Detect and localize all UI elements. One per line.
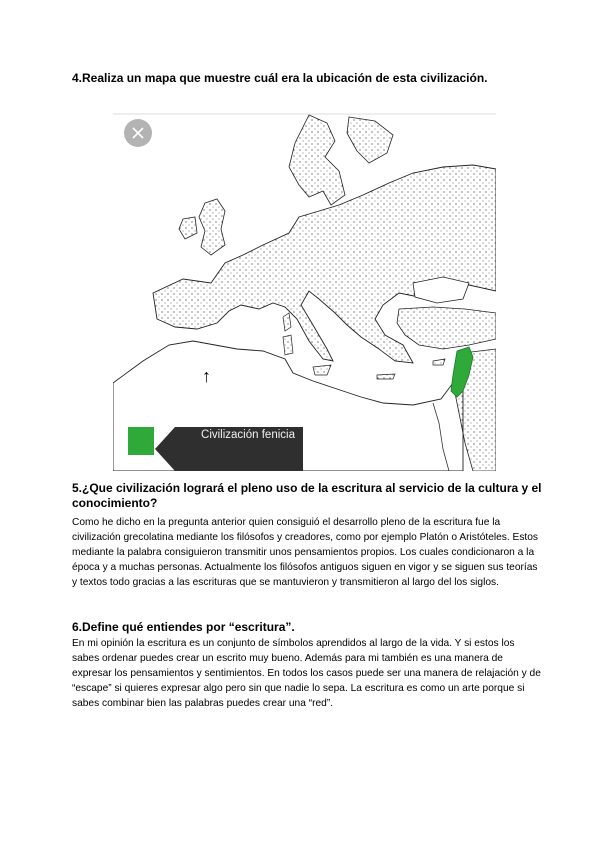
legend-color-swatch bbox=[128, 427, 154, 455]
britain-land bbox=[199, 199, 225, 255]
close-icon bbox=[132, 127, 144, 139]
question-6-title: 6.Define qué entiendes por “escritura”. bbox=[72, 620, 295, 634]
legend-label: Civilización fenicia bbox=[201, 429, 295, 441]
sardinia-land bbox=[283, 335, 293, 355]
map-drawing bbox=[113, 113, 496, 471]
close-button[interactable] bbox=[124, 119, 152, 147]
question-5-title: 5.¿Que civilización logrará el pleno uso de la escritura al servicio de la cultura y el conocimiento? bbox=[72, 481, 542, 510]
mediterranean-map bbox=[113, 113, 496, 471]
question-4-title: 4.Realiza un mapa que muestre cuál era la ubicación de esta civilización. bbox=[72, 71, 488, 85]
legend-callout bbox=[153, 427, 303, 471]
question-5-answer: Como he dicho en la pregunta anterior quien consiguió el desarrollo pleno de la escritura fue la civilización grecolatina mediante los filósofos y creadores, como por ejemplo Platón o Aristóteles. Estos mediante la palabra consiguieron transmitir unos pensamientos propios. Los cuales condicionaron a la época y a muchas personas. Actualmente los filósofos antiguos siguen en vigor y se siguen sus teorías y textos todo gracias a las escrituras que se mantuvieron y transmitieron al largo del los siglos. bbox=[72, 517, 539, 588]
arrow-up-icon: ↑ bbox=[202, 366, 211, 386]
crete-land bbox=[377, 374, 395, 379]
question-6-answer: En mi opinión la escritura es un conjunto de símbolos aprendidos al largo de la vida. Y si estos los sabes ordenar puedes crear un escrito muy bueno. Además para mi también es una manera de expresar los pensamientos y sentimientos. En todos los casos puede ser una manera de relajación y de “escape” si quieres expresar algo pero sin que nadie lo sepa. La escritura es como un arte porque si sabes combinar bien las palabras puedes crear una “red”. bbox=[72, 638, 541, 709]
